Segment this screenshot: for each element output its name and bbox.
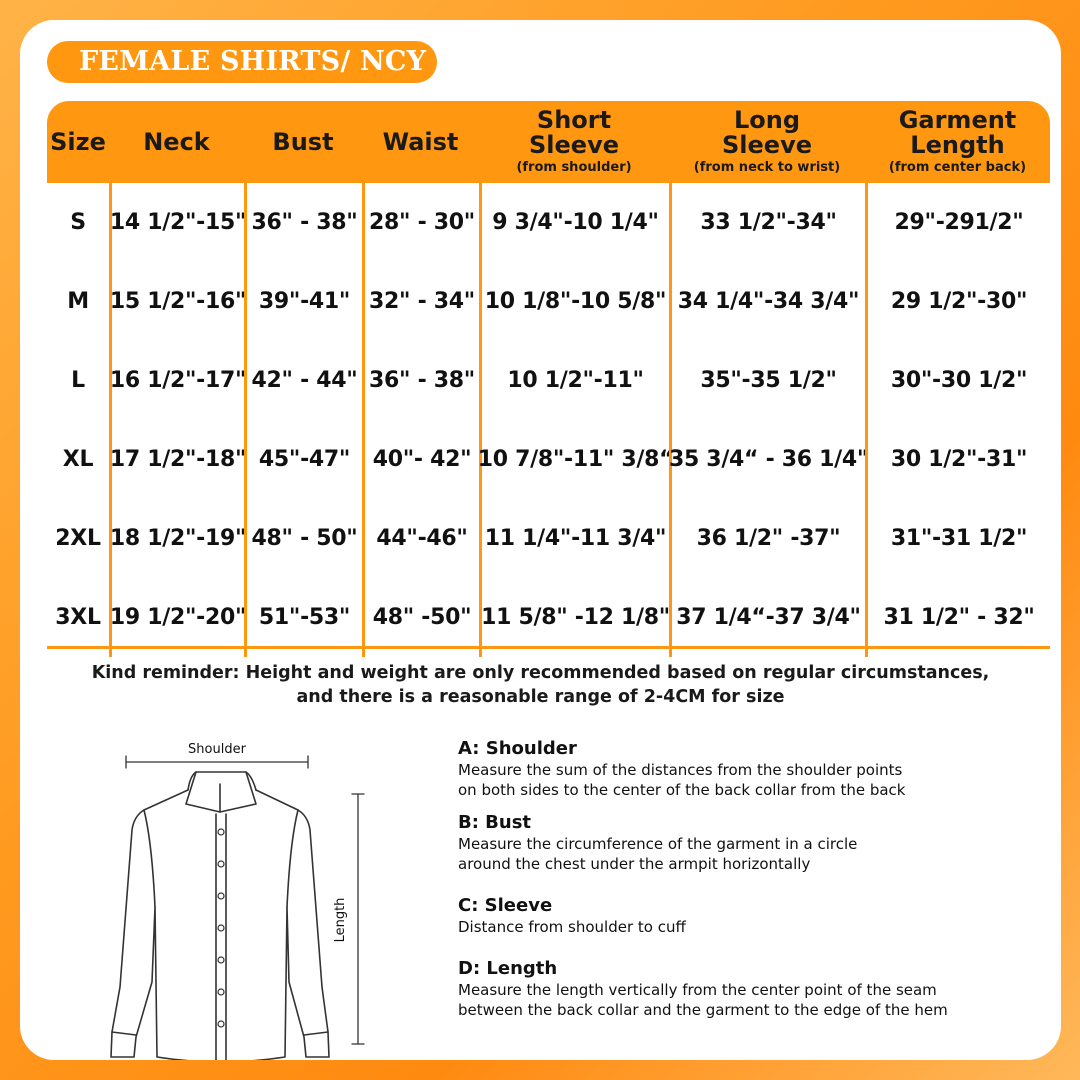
shoulder-label: Shoulder	[188, 742, 246, 757]
kind-reminder	[20, 661, 1061, 709]
table-header	[47, 101, 1050, 183]
legend-text: Distance from shoulder to cuff	[458, 918, 686, 936]
size-table	[47, 101, 1050, 657]
legend-bust	[458, 812, 857, 874]
legend-title: C: Sleeve	[458, 895, 553, 916]
header-main: Size	[50, 127, 106, 156]
measurement-cell: 44"-46"	[362, 499, 479, 578]
measurement-cell: 35 3/4“ - 36 1/4"	[669, 420, 865, 499]
measurement-cell: 32" - 34"	[362, 262, 479, 341]
table-row	[47, 341, 1050, 420]
table-row	[47, 499, 1050, 578]
header-neck	[109, 101, 244, 183]
measurement-cell: 30"-30 1/2"	[865, 341, 1050, 420]
measurement-cell: 16 1/2"-17"	[109, 341, 244, 420]
measurement-cell: 40"- 42"	[362, 420, 479, 499]
measurement-cell: 35"-35 1/2"	[669, 341, 865, 420]
measurement-cell: 10 1/8"-10 5/8"	[479, 262, 669, 341]
measurement-cell: 11 5/8" -12 1/8"	[479, 578, 669, 657]
measurement-cell: 9 3/4"-10 1/4"	[479, 183, 669, 262]
header-waist	[362, 101, 479, 183]
length-label: Length	[333, 897, 348, 943]
header-garment-length	[865, 101, 1050, 183]
legend-text: between the back collar and the garment to the edge of the hem	[458, 1001, 948, 1019]
size-cell: XL	[62, 447, 94, 472]
header-main: Long Sleeve	[722, 106, 812, 159]
measurement-cell: 14 1/2"-15"	[109, 183, 244, 262]
legend-title: D: Length	[458, 958, 558, 979]
measurement-cell: 48" - 50"	[244, 499, 362, 578]
header-size	[47, 101, 109, 183]
measurement-cell: 31"-31 1/2"	[865, 499, 1050, 578]
header-bust	[244, 101, 362, 183]
measurement-cell: 48" -50"	[362, 578, 479, 657]
legend-text: Measure the length vertically from the center point of the seam	[458, 981, 937, 999]
measurement-cell: 36" - 38"	[362, 341, 479, 420]
measurement-cell: 29 1/2"-30"	[865, 262, 1050, 341]
legend-title: B: Bust	[458, 812, 532, 833]
table-row	[47, 183, 1050, 262]
header-main: Waist	[382, 127, 459, 156]
measurement-cell: 36" - 38"	[244, 183, 362, 262]
header-short-sleeve	[479, 101, 669, 183]
measurement-cell: 18 1/2"-19"	[109, 499, 244, 578]
table-row	[47, 262, 1050, 341]
measurement-cell: 45"-47"	[244, 420, 362, 499]
reminder-line-1: Kind reminder: Height and weight are only recommended based on regular circumstances,	[91, 663, 990, 683]
size-cell: M	[67, 289, 89, 314]
measurement-cell: 37 1/4“-37 3/4"	[669, 578, 865, 657]
table-bottom-divider	[47, 646, 1050, 649]
measurement-cell: 15 1/2"-16"	[109, 262, 244, 341]
measurement-cell: 19 1/2"-20"	[109, 578, 244, 657]
header-sub: (from center back)	[888, 160, 1027, 175]
reminder-line-2: and there is a reasonable range of 2-4CM for size	[296, 687, 785, 707]
measurement-cell: 30 1/2"-31"	[865, 420, 1050, 499]
legend-shoulder	[458, 738, 905, 800]
table-row	[47, 420, 1050, 499]
legend-title: A: Shoulder	[458, 738, 577, 759]
measurement-cell: 17 1/2"-18"	[109, 420, 244, 499]
shirt-diagram	[60, 732, 420, 1060]
size-cell: 3XL	[55, 605, 101, 630]
measurement-cell: 31 1/2" - 32"	[865, 578, 1050, 657]
header-main: Garment Length	[898, 106, 1017, 159]
legend-text: Measure the circumference of the garment in a circle	[458, 835, 858, 853]
measurement-cell: 11 1/4"-11 3/4"	[479, 499, 669, 578]
measurement-cell: 39"-41"	[244, 262, 362, 341]
size-cell: S	[70, 210, 86, 235]
table-body	[47, 183, 1050, 657]
header-sub: (from shoulder)	[516, 160, 632, 175]
measurement-cell: 51"-53"	[244, 578, 362, 657]
measurement-cell: 10 1/2"-11"	[479, 341, 669, 420]
header-main: Neck	[143, 127, 210, 156]
measurement-cell: 10 7/8"-11" 3/8“	[479, 420, 669, 499]
measurement-cell: 29"-291/2"	[865, 183, 1050, 262]
header-long-sleeve	[669, 101, 865, 183]
size-chart-card	[20, 20, 1061, 1060]
legend-text: around the chest under the armpit horizontally	[458, 855, 811, 873]
legend-length	[458, 958, 948, 1020]
header-main: Bust	[272, 127, 334, 156]
measurement-cell: 34 1/4"-34 3/4"	[669, 262, 865, 341]
size-cell: 2XL	[55, 526, 101, 551]
measurement-cell: 36 1/2" -37"	[669, 499, 865, 578]
header-main: Short Sleeve	[529, 106, 619, 159]
size-cell: L	[71, 368, 85, 393]
legend-sleeve	[458, 895, 686, 937]
measurement-cell: 42" - 44"	[244, 341, 362, 420]
legend-text: Measure the sum of the distances from the shoulder points	[458, 761, 903, 779]
legend-text: on both sides to the center of the back collar from the back	[458, 781, 906, 799]
shirt-outline-icon	[60, 732, 420, 1060]
header-sub: (from neck to wrist)	[693, 160, 841, 175]
measurement-cell: 28" - 30"	[362, 183, 479, 262]
page-title: FEMALE SHIRTS/ NCY	[47, 41, 437, 83]
measurement-cell: 33 1/2"-34"	[669, 183, 865, 262]
